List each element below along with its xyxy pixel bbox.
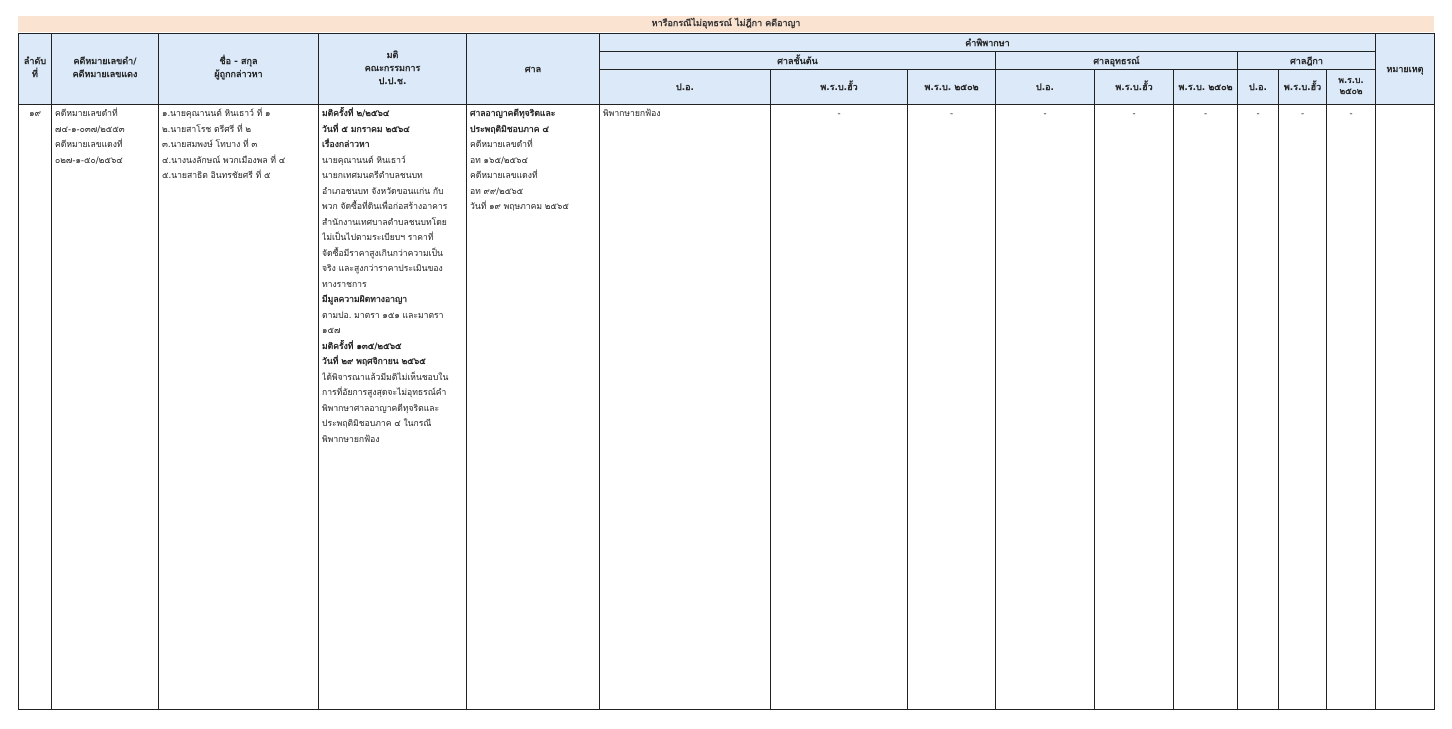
accused-name-line: ๓.นายสมพงษ์ โทบาง ที่ ๓	[162, 140, 258, 150]
court-line: คดีหมายเลขแดงที่	[470, 171, 538, 181]
resolution-line: มติครั้งที่ ๒/๒๕๖๔	[322, 109, 390, 119]
table-row	[19, 105, 1435, 710]
cell-appeal-2502: -	[1174, 105, 1238, 710]
case-number-line: คดีหมายเลขแดงที่	[55, 140, 123, 150]
cell-appeal-po: -	[996, 105, 1095, 710]
header-supreme-porbor: พ.ร.บ.ฮั้ว	[1279, 70, 1327, 105]
header-seq: ลำดับ ที่	[19, 34, 52, 105]
resolution-line: จริง และสูงกว่าราคาประเมินของ	[322, 264, 443, 274]
resolution-line: ได้พิจารณาแล้วมีมติไม่เห็นชอบใน	[322, 372, 449, 383]
court-line: คดีหมายเลขดำที่	[470, 140, 533, 150]
accused-name-line: ๑.นายคุณานนต์ หินเธาว์ ที่ ๑	[162, 109, 271, 119]
resolution-line: พวก จัดซื้อที่ดินเพื่อก่อสร้างอาคาร	[322, 202, 448, 212]
court-line: อท ๙๙/๒๕๖๕	[470, 186, 524, 197]
resolution-line: นายคุณานนต์ หินเธาว์	[322, 155, 406, 166]
case-number-line: ๗๔-๑-๐๓๗/๒๕๕๓	[55, 124, 125, 135]
header-case-number: คดีหมายเลขดำ/ คดีหมายเลขแดง	[52, 34, 159, 105]
resolution-line: วันที่ ๒๙ พฤศจิกายน ๒๕๖๕	[322, 357, 426, 367]
cell-supreme-2502: -	[1327, 105, 1376, 710]
cell-supreme-po: -	[1238, 105, 1279, 710]
accused-name-line: ๔.นางนงลักษณ์ พวกเมืองพล ที่ ๔	[162, 155, 286, 166]
header-accused-name: ชื่อ - สกุล ผู้ถูกกล่าวหา	[159, 34, 319, 105]
header-nacc-resolution: มติ คณะกรรมการ ป.ป.ช.	[319, 34, 467, 105]
cell-seq: ๑๙	[19, 105, 52, 710]
cell-first-po: พิพากษายกฟ้อง	[600, 105, 771, 710]
cell-remarks	[1376, 105, 1435, 710]
header-court: ศาล	[467, 34, 600, 105]
header-first-2502: พ.ร.บ. ๒๕๐๒	[908, 70, 996, 105]
resolution-line: ทางราชการ	[322, 279, 367, 290]
resolution-line: จัดซื้อมีราคาสูงเกินกว่าความเป็น	[322, 248, 443, 259]
cell-court	[467, 105, 600, 710]
header-first-porbor: พ.ร.บ.ฮั้ว	[771, 70, 908, 105]
cell-appeal-porbor: -	[1095, 105, 1174, 710]
resolution-line: มีมูลความผิดทางอาญา	[322, 295, 408, 305]
resolution-line: พิพากษาศาลอาญาคดีทุจริตและ	[322, 403, 440, 414]
court-line: ศาลอาญาคดีทุจริตและ	[470, 109, 556, 119]
cell-accused-names	[159, 105, 319, 710]
resolution-line: นายกเทศมนตรีตำบลชนบท	[322, 171, 423, 181]
accused-name-line: ๕.นายสาธิต อินทรชัยศรี ที่ ๕	[162, 171, 271, 181]
header-supreme-2502: พ.ร.บ. ๒๕๐๒	[1327, 70, 1376, 105]
resolution-line: ตามปอ. มาตรา ๑๕๑ และมาตรา	[322, 310, 444, 321]
table-banner-title: หารือกรณีไม่อุทธรณ์ ไม่ฎีกา คดีอาญา	[18, 16, 1434, 32]
court-line: ประพฤติมิชอบภาค ๔	[470, 124, 549, 135]
resolution-line: วันที่ ๕ มกราคม ๒๕๖๔	[322, 124, 410, 135]
header-court-first-instance: ศาลชั้นต้น	[600, 52, 996, 70]
case-number-line: ๐๒๗-๑-๕๐/๒๕๖๔	[55, 155, 123, 166]
header-court-supreme: ศาลฎีกา	[1238, 52, 1376, 70]
resolution-line: อำเภอชนบท จังหวัดขอนแก่น กับ	[322, 186, 444, 197]
header-supreme-po: ป.อ.	[1238, 70, 1279, 105]
cell-first-porbor: -	[771, 105, 908, 710]
resolution-line: ประพฤติมิชอบภาค ๔ ในกรณี	[322, 419, 432, 429]
resolution-line: การที่อัยการสูงสุดจะไม่อุทธรณ์คำ	[322, 388, 447, 398]
case-number-line: คดีหมายเลขดำที่	[55, 109, 118, 119]
cell-case-number	[52, 105, 159, 710]
header-remarks: หมายเหตุ	[1376, 34, 1435, 105]
court-line: อท ๑๖๕/๒๕๖๔	[470, 155, 528, 166]
cell-first-2502: -	[908, 105, 996, 710]
header-judgment: คำพิพากษา	[600, 34, 1376, 52]
header-appeal-po: ป.อ.	[996, 70, 1095, 105]
cell-supreme-porbor: -	[1279, 105, 1327, 710]
resolution-line: พิพากษายกฟ้อง	[322, 434, 380, 445]
header-appeal-2502: พ.ร.บ. ๒๕๐๒	[1174, 70, 1238, 105]
header-first-po: ป.อ.	[600, 70, 771, 105]
resolution-line: ไม่เป็นไปตามระเบียบฯ ราคาที่	[322, 233, 434, 243]
header-court-appeal: ศาลอุทธรณ์	[996, 52, 1238, 70]
resolution-line: สำนักงานเทศบาลตำบลชนบทโดย	[322, 217, 447, 228]
accused-name-line: ๒.นายสาโรช ตรีศรี ที่ ๒	[162, 124, 252, 135]
court-line: วันที่ ๑๙ พฤษภาคม ๒๕๖๕	[470, 202, 569, 212]
resolution-line: มติครั้งที่ ๑๓๕/๒๕๖๕	[322, 341, 402, 352]
resolution-line: ๑๕๗	[322, 326, 341, 336]
case-table	[18, 33, 1435, 710]
cell-nacc-resolution	[319, 105, 467, 710]
header-appeal-porbor: พ.ร.บ.ฮั้ว	[1095, 70, 1174, 105]
resolution-line: เรื่องกล่าวหา	[322, 140, 370, 150]
